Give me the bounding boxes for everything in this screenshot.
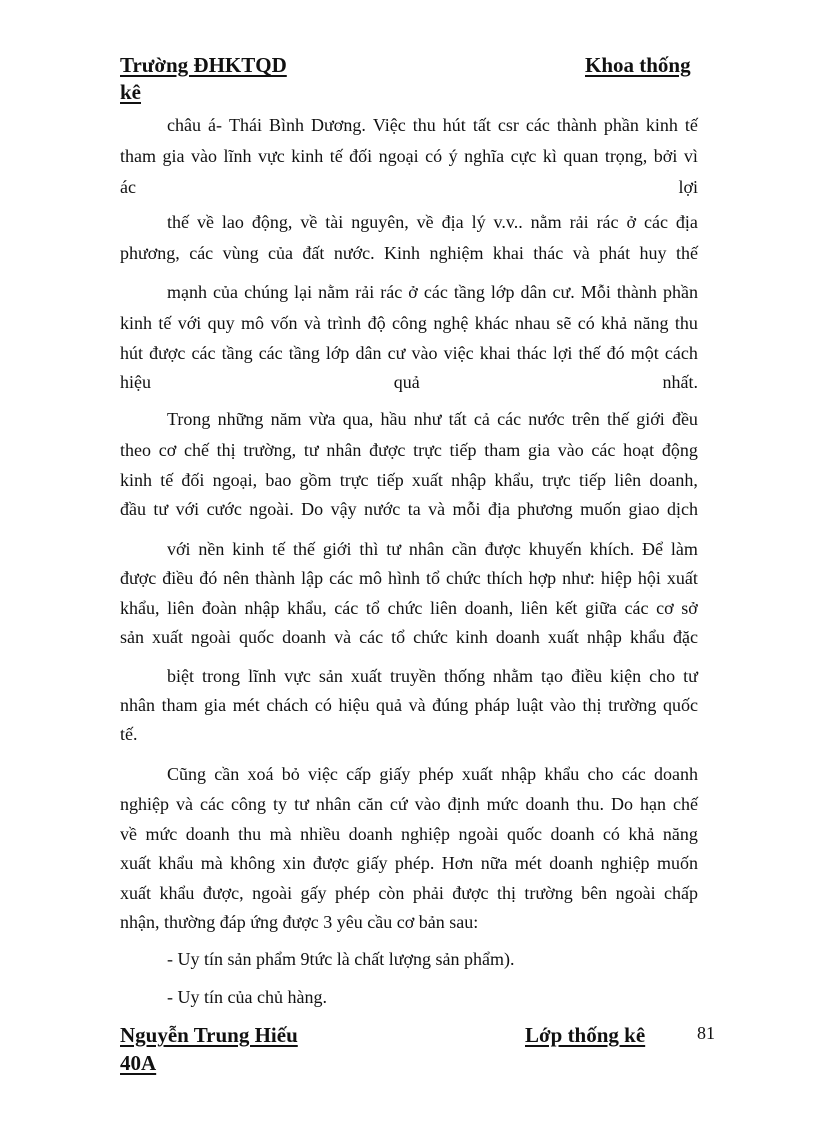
text-line: Cũng cần xoá bỏ việc cấp giấy phép xuất nhập khẩu cho các doanh bbox=[167, 764, 698, 784]
split-word: ác bbox=[120, 177, 136, 197]
bullet-item: - Uy tín của chủ hàng. bbox=[167, 987, 327, 1007]
text-line: xuất khẩu được, ngoài gấy phép còn phải được thị trường bên ngoài chấp bbox=[120, 883, 698, 903]
text-line: xuất khẩu mà không xin được giấy phép. Hơn nữa mét doanh nghiệp muốn bbox=[120, 853, 698, 873]
text-line: châu á- Thái Bình Dương. Việc thu hút tất csr các thành phần kinh tế bbox=[167, 115, 698, 135]
text-line: thế về lao động, về tài nguyên, về địa lý v.v.. nằm rải rác ở các địa bbox=[167, 212, 698, 232]
text-line: với nền kinh tế thế giới thì tư nhân cần được khuyến khích. Để làm bbox=[167, 539, 698, 559]
text-line: biệt trong lĩnh vực sản xuất truyền thống nhằm tạo điều kiện cho tư bbox=[167, 666, 698, 686]
text-line: hút được các tầng các tầng lớp dân cư vào việc khai thác lợi thế đó một cách bbox=[120, 343, 698, 363]
header-school: Trường ĐHKTQD bbox=[120, 53, 287, 77]
bullet-item: - Uy tín sản phẩm 9tức là chất lượng sản phẩm). bbox=[167, 949, 515, 969]
text-line: tế. bbox=[120, 724, 138, 744]
text-line: mạnh của chúng lại nằm rải rác ở các tầng lớp dân cư. Mỗi thành phần bbox=[167, 282, 698, 302]
text-line: sản xuất ngoài quốc doanh và các tổ chức kinh doanh xuất nhập khẩu đặc bbox=[120, 627, 698, 647]
footer-class-wrap: 40A bbox=[120, 1051, 157, 1075]
text-line: nghiệp và các công ty tư nhân căn cứ vào định mức doanh thu. Do hạn chế bbox=[120, 794, 698, 814]
page-number: 81 bbox=[697, 1023, 715, 1043]
footer-author: Nguyễn Trung Hiếu bbox=[120, 1023, 298, 1047]
header-faculty-wrap: kê bbox=[120, 80, 141, 104]
text-line: về mức doanh thu mà nhiều doanh nghiệp ngoài quốc doanh có khả năng bbox=[120, 824, 698, 844]
text-line: nhận, thường đáp ứng được 3 yêu cầu cơ bản sau: bbox=[120, 912, 479, 932]
text-line: kinh tế đối ngoại, bao gồm trực tiếp xuất nhập khẩu, trực tiếp liên doanh, bbox=[120, 470, 698, 490]
text-line: được điều đó nên thành lập các mô hình tổ chức thích hợp như: hiệp hội xuất bbox=[120, 568, 698, 588]
footer-class: Lớp thống kê bbox=[525, 1023, 646, 1047]
text-line: Trong những năm vừa qua, hầu như tất cả các nước trên thế giới đều bbox=[167, 409, 698, 429]
split-word: nhất. bbox=[662, 372, 698, 392]
split-word: quả bbox=[393, 372, 420, 392]
split-word: lợi bbox=[678, 177, 698, 197]
text-line: phương, các vùng của đất nước. Kinh nghiệm khai thác và phát huy thế bbox=[120, 243, 698, 263]
text-line: kinh tế với quy mô vốn và trình độ công nghệ khác nhau sẽ có khả năng thu bbox=[120, 313, 698, 333]
text-line-split bbox=[120, 371, 698, 393]
text-line-split bbox=[120, 176, 698, 198]
text-line: nhân tham gia mét chách có hiệu quả và đúng pháp luật vào thị trường quốc bbox=[120, 695, 698, 715]
header-faculty: Khoa thống bbox=[585, 53, 691, 77]
text-line: đầu tư với cước ngoài. Do vậy nước ta và mỗi địa phương muốn giao dịch bbox=[120, 499, 698, 519]
text-line: tham gia vào lĩnh vực kinh tế đối ngoại có ý nghĩa cực kì quan trọng, bởi vì bbox=[120, 146, 698, 166]
text-line: theo cơ chế thị trường, tư nhân được trực tiếp tham gia vào các hoạt động bbox=[120, 440, 698, 460]
text-line: khẩu, liên đoàn nhập khẩu, các tổ chức liên doanh, liên kết giữa các cơ sở bbox=[120, 598, 698, 618]
split-word: hiệu bbox=[120, 372, 151, 392]
